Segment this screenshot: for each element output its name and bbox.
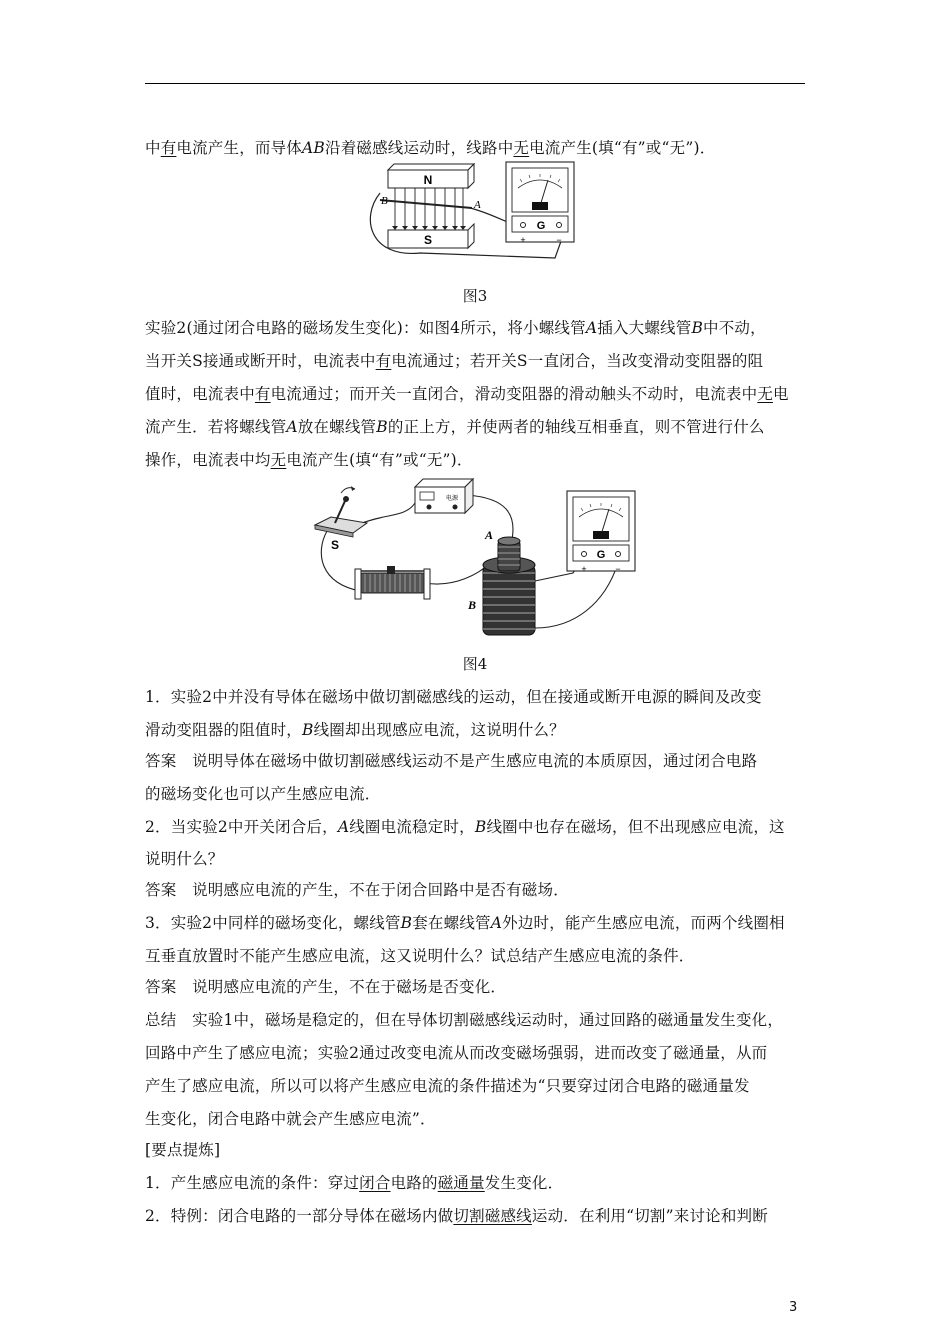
text-line: 2．当实验2中开关闭合后，A线圈电流稳定时，B线圈中也存在磁场，但不出现感应电流，这: [145, 818, 785, 836]
minus-terminal-label: −: [615, 564, 621, 574]
text-line: 产生了感应电流，所以可以将产生感应电流的条件描述为“只要穿过闭合电路的磁通量发: [145, 1077, 750, 1095]
header-rule: [145, 83, 805, 84]
south-pole-label: S: [423, 233, 433, 247]
figure-4-diagram: [305, 473, 645, 638]
page-number: 3: [789, 1300, 798, 1315]
switch-label: S: [331, 538, 340, 552]
text-line: 答案 说明导体在磁场中做切割磁感线运动不是产生感应电流的本质原因，通过闭合电路: [145, 752, 758, 770]
figure-4-caption: 图4: [462, 655, 488, 673]
text-line: 生变化，闭合电路中就会产生感应电流”．: [145, 1110, 436, 1128]
text-line: 回路中产生了感应电流；实验2通过改变电流从而改变磁场强弱，进而改变了磁通量，从而: [145, 1044, 768, 1062]
text-line: 互垂直放置时不能产生感应电流，这又说明什么？试总结产生感应电流的条件．: [145, 947, 695, 965]
text-line: 中有电流产生，而导体AB沿着磁感线运动时，线路中无电流产生(填“有”或“无”)．: [145, 139, 716, 157]
coil-a-label: A: [485, 528, 494, 542]
text-line: 答案 说明感应电流的产生，不在于磁场是否变化．: [145, 978, 507, 996]
text-line: 3．实验2中同样的磁场变化，螺线管B套在螺线管A外边时，能产生感应电流，而两个线圈相: [145, 914, 785, 932]
power-supply-label: 电源: [446, 495, 459, 502]
text-line: 总结 实验1中，磁场是稳定的，但在导体切割磁感线运动时，通过回路的磁通量发生变化，: [145, 1011, 784, 1029]
plus-terminal-label: +: [581, 564, 587, 574]
conductor-end-b-label: B: [381, 195, 388, 207]
text-line: 滑动变阻器的阻值时，B线圈却出现感应电流，这说明什么？: [145, 721, 565, 739]
text-line: 实验2(通过闭合电路的磁场发生变化)：如图4所示，将小螺线管A插入大螺线管B中不动，: [145, 319, 766, 337]
minus-terminal-label: −: [556, 235, 562, 245]
text-line: 值时，电流表中有电流通过；而开关一直闭合，滑动变阻器的滑动触头不动时，电流表中无电: [145, 385, 789, 403]
conductor-end-a-label: A: [474, 199, 481, 211]
text-line: 1．产生感应电流的条件：穿过闭合电路的磁通量发生变化．: [145, 1174, 564, 1192]
text-line: 说明什么？: [145, 850, 224, 868]
plus-terminal-label: +: [520, 235, 526, 245]
north-pole-label: N: [423, 173, 433, 187]
text-line: 1．实验2中并没有导体在磁场中做切割磁感线的运动，但在接通或断开电源的瞬间及改变: [145, 688, 762, 706]
text-line: 操作，电流表中均无电流产生(填“有”或“无”)．: [145, 451, 473, 469]
figure-3-caption: 图3: [462, 287, 488, 305]
text-line: 2．特例：闭合电路的一部分导体在磁场内做切割磁感线运动．在利用“切割”来讨论和判断: [145, 1207, 768, 1225]
coil-b-label: B: [468, 598, 477, 612]
galvanometer-label: G: [536, 220, 546, 232]
text-line: [要点提炼]: [145, 1141, 221, 1159]
galvanometer-label: G: [596, 549, 606, 561]
text-line: 答案 说明感应电流的产生，不在于闭合回路中是否有磁场．: [145, 881, 569, 899]
figure-3-diagram: [360, 158, 580, 270]
text-line: 流产生．若将螺线管A放在螺线管B的正上方，并使两者的轴线互相垂直，则不管进行什么: [145, 418, 765, 436]
text-line: 的磁场变化也可以产生感应电流．: [145, 785, 381, 803]
text-line: 当开关S接通或断开时，电流表中有电流通过；若开关S一直闭合，当改变滑动变阻器的阻: [145, 352, 764, 370]
